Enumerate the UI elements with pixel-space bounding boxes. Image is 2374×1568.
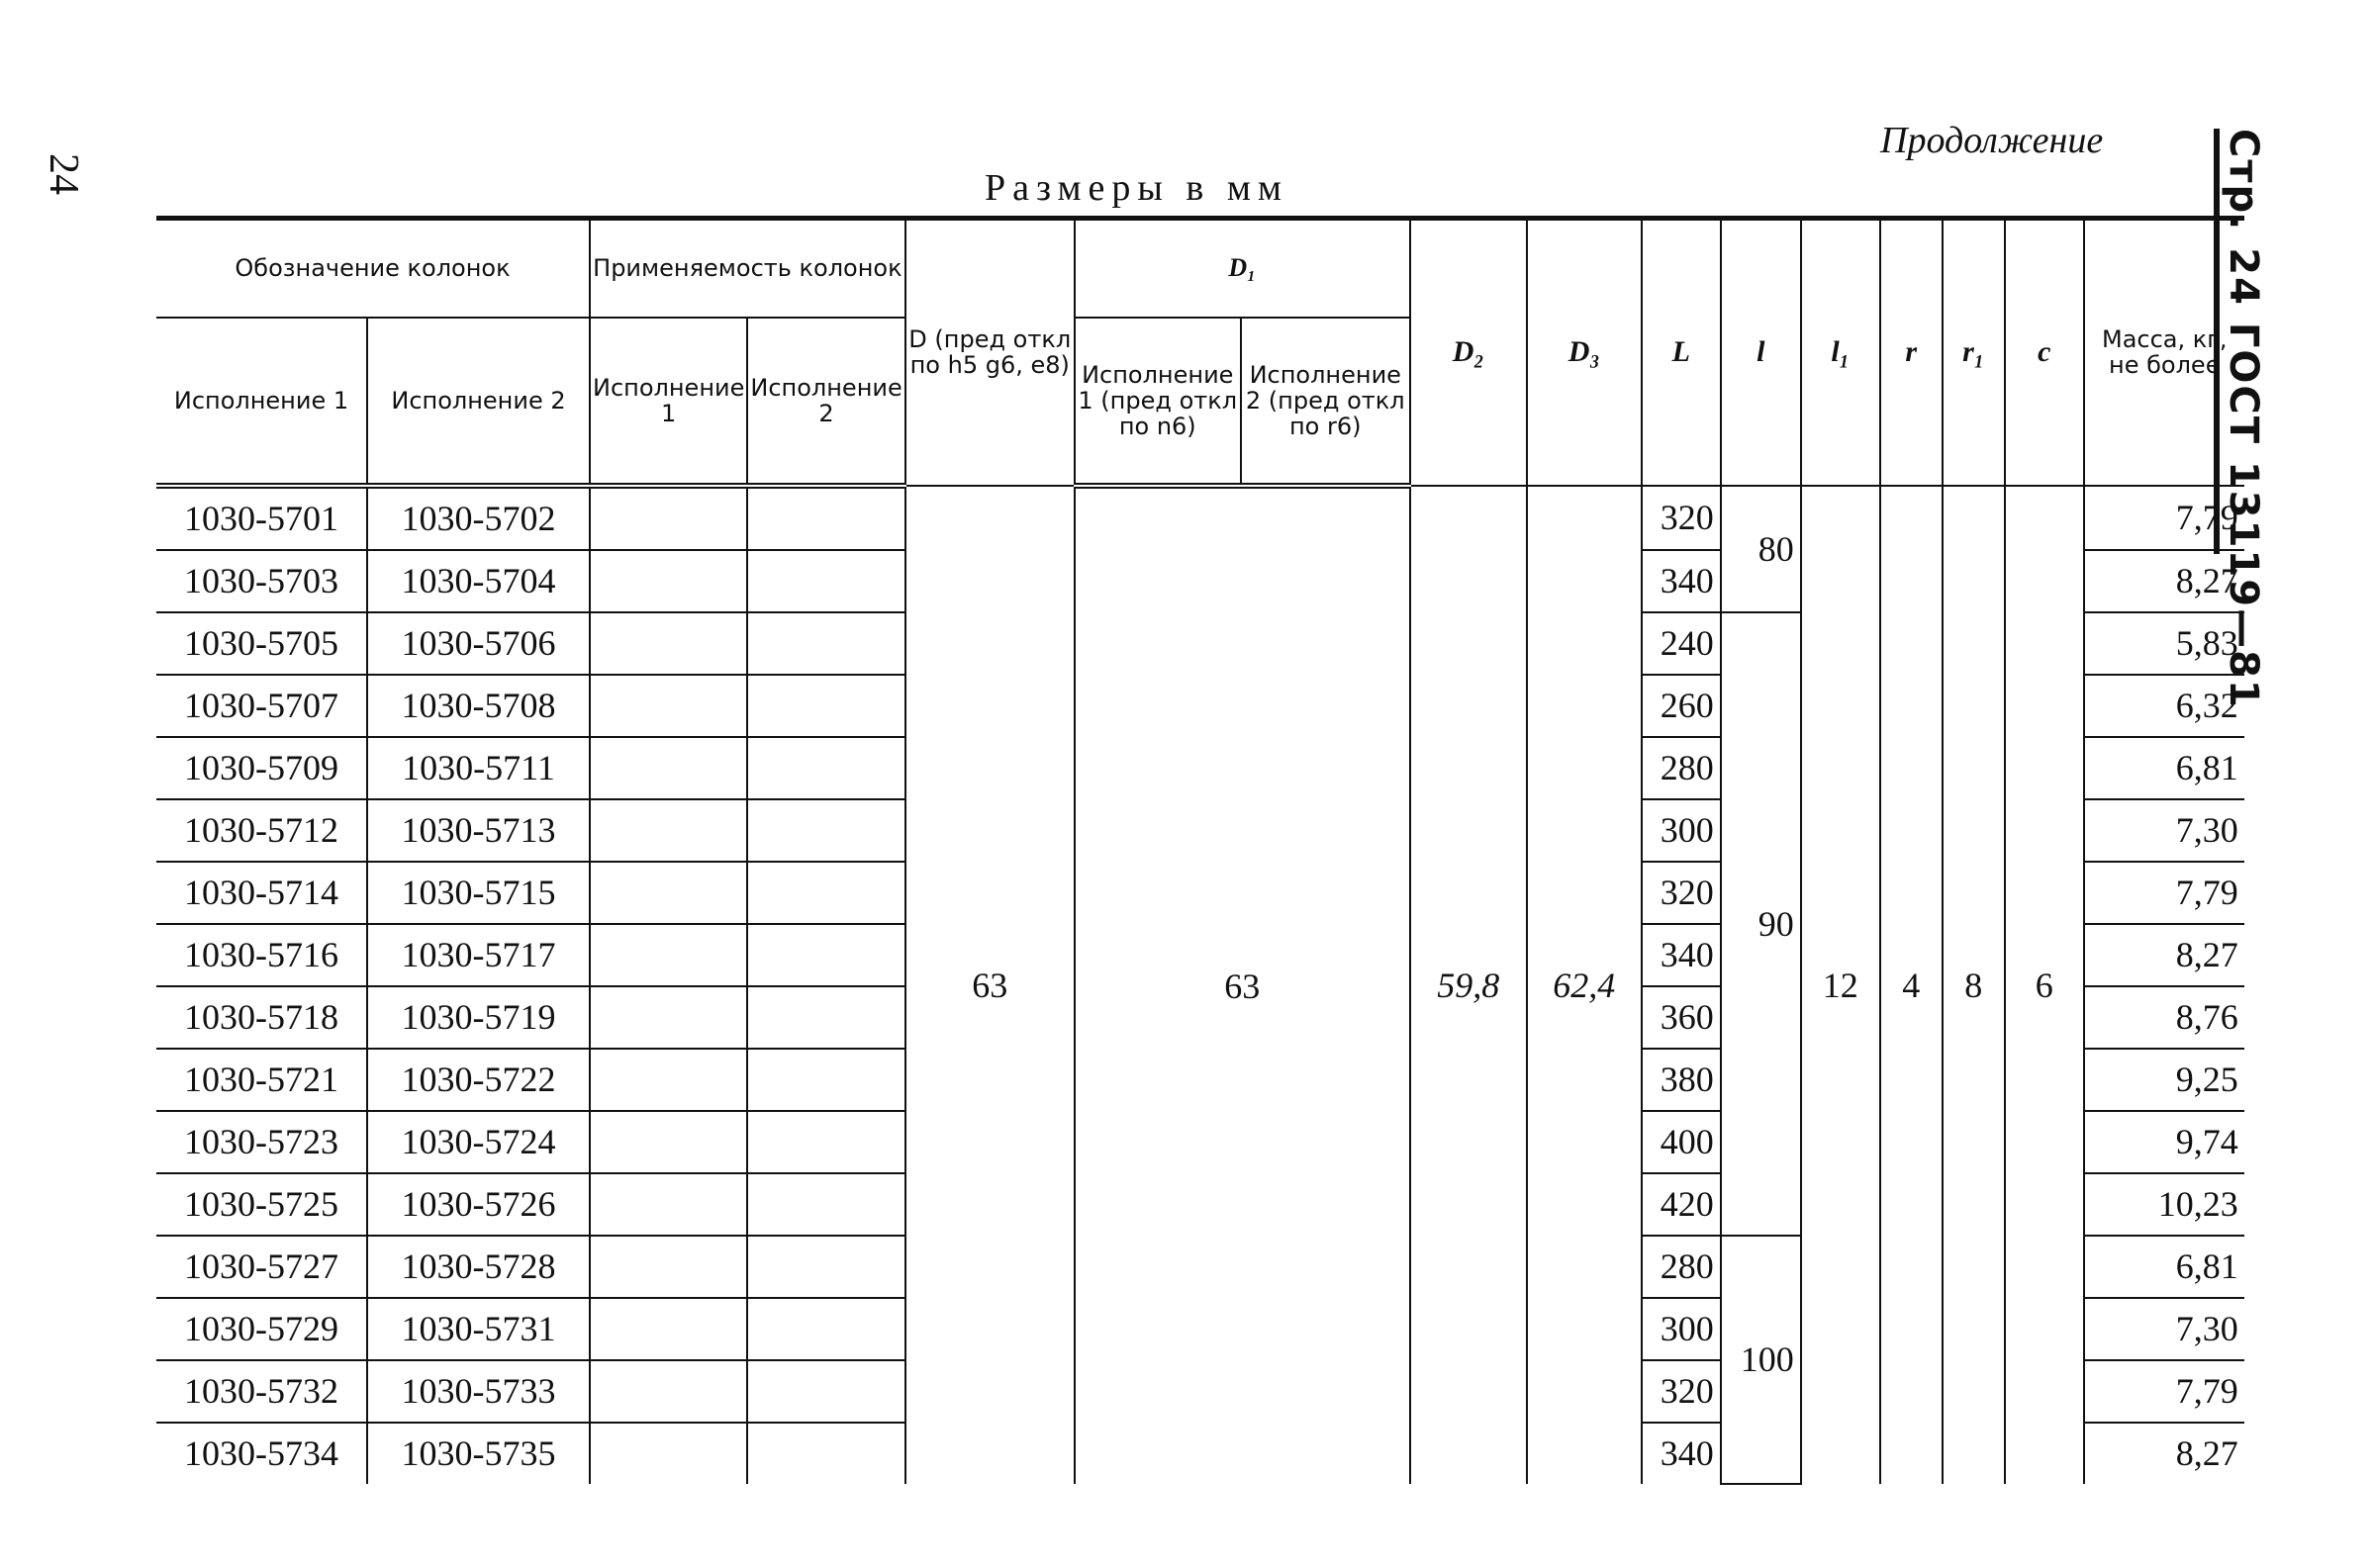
cell-app-exec2 [747,675,904,737]
header-app-exec1: Исполнение 1 [590,318,747,486]
cell-exec1-designation: 1030-5729 [156,1298,367,1360]
header-c: c [2005,219,2084,486]
cell-L: 340 [1642,550,1721,612]
header-D2: D₂ [1410,219,1527,486]
cell-app-exec2 [747,862,904,924]
cell-exec2-designation: 1030-5706 [367,612,590,675]
cell-L: 420 [1642,1173,1721,1236]
cell-exec2-designation: 1030-5719 [367,986,590,1049]
dimensions-label: Размеры в мм [985,167,1288,209]
cell-exec2-designation: 1030-5731 [367,1298,590,1360]
cell-app-exec1 [590,1236,747,1298]
cell-L: 320 [1642,862,1721,924]
cell-exec1-designation: 1030-5714 [156,862,367,924]
cell-app-exec1 [590,986,747,1049]
cell-app-exec2 [747,1423,904,1484]
cell-r1: 8 [1943,486,2005,1484]
continuation-label: Продолжение [1880,120,2104,161]
header-D1-exec1: Исполнение 1 (пред откл по n6) [1075,318,1241,486]
header-D3: D₃ [1527,219,1642,486]
cell-app-exec1 [590,1423,747,1484]
header-designation: Обозначение колонок [156,219,590,318]
cell-c: 6 [2005,486,2084,1484]
cell-l: 100 [1721,1236,1801,1484]
cell-exec2-designation: 1030-5702 [367,486,590,550]
cell-exec2-designation: 1030-5735 [367,1423,590,1484]
cell-app-exec1 [590,799,747,862]
cell-exec1-designation: 1030-5723 [156,1111,367,1173]
cell-app-exec1 [590,675,747,737]
header-D1: D₁ [1075,219,1410,318]
cell-exec1-designation: 1030-5718 [156,986,367,1049]
cell-L: 280 [1642,1236,1721,1298]
cell-exec2-designation: 1030-5711 [367,737,590,799]
header-applicability: Применяемость колонок [590,219,905,318]
cell-L: 380 [1642,1049,1721,1111]
cell-exec1-designation: 1030-5707 [156,675,367,737]
cell-l: 90 [1721,612,1801,1236]
cell-L: 280 [1642,737,1721,799]
cell-exec1-designation: 1030-5725 [156,1173,367,1236]
cell-L: 320 [1642,486,1721,550]
cell-exec2-designation: 1030-5708 [367,675,590,737]
header-D1-exec2: Исполнение 2 (пред откл по r6) [1241,318,1410,486]
cell-app-exec2 [747,1049,904,1111]
cell-mass: 8,27 [2084,1423,2244,1484]
cell-app-exec1 [590,737,747,799]
header-r1: r₁ [1943,219,2005,486]
cell-exec2-designation: 1030-5724 [367,1111,590,1173]
cell-app-exec2 [747,799,904,862]
cell-exec1-designation: 1030-5727 [156,1236,367,1298]
cell-L: 260 [1642,675,1721,737]
cell-mass: 7,79 [2084,486,2244,550]
header-exec2: Исполнение 2 [367,318,590,486]
cell-exec2-designation: 1030-5722 [367,1049,590,1111]
cell-app-exec1 [590,612,747,675]
cell-app-exec2 [747,737,904,799]
cell-app-exec2 [747,1360,904,1423]
cell-mass: 7,30 [2084,1298,2244,1360]
cell-app-exec2 [747,550,904,612]
cell-exec1-designation: 1030-5712 [156,799,367,862]
cell-app-exec2 [747,486,904,550]
cell-mass: 10,23 [2084,1173,2244,1236]
cell-exec2-designation: 1030-5717 [367,924,590,986]
cell-d1: 63 [1075,486,1410,1484]
cell-mass: 8,27 [2084,550,2244,612]
cell-L: 340 [1642,924,1721,986]
cell-app-exec1 [590,862,747,924]
cell-L: 400 [1642,1111,1721,1173]
cell-L: 300 [1642,1298,1721,1360]
cell-mass: 8,76 [2084,986,2244,1049]
header-app-exec2: Исполнение 2 [747,318,904,486]
cell-mass: 9,25 [2084,1049,2244,1111]
cell-mass: 8,27 [2084,924,2244,986]
cell-d3: 62,4 [1527,486,1642,1484]
cell-app-exec1 [590,924,747,986]
cell-L: 300 [1642,799,1721,862]
cell-app-exec2 [747,986,904,1049]
cell-exec2-designation: 1030-5713 [367,799,590,862]
cell-exec1-designation: 1030-5716 [156,924,367,986]
header-l1: l₁ [1801,219,1880,486]
cell-app-exec1 [590,1360,747,1423]
page-number: 24 [41,153,86,195]
header-l: l [1721,219,1801,486]
cell-app-exec1 [590,1049,747,1111]
cell-L: 340 [1642,1423,1721,1484]
cell-exec2-designation: 1030-5726 [367,1173,590,1236]
cell-exec1-designation: 1030-5705 [156,612,367,675]
cell-L: 360 [1642,986,1721,1049]
cell-l1: 12 [1801,486,1880,1484]
header-D: D (пред откл по h5 g6, e8) [905,219,1075,486]
cell-exec1-designation: 1030-5709 [156,737,367,799]
cell-app-exec2 [747,1298,904,1360]
cell-exec2-designation: 1030-5733 [367,1360,590,1423]
cell-l: 80 [1721,486,1801,612]
cell-d: 63 [905,486,1075,1484]
header-exec1: Исполнение 1 [156,318,367,486]
cell-app-exec2 [747,1173,904,1236]
cell-app-exec2 [747,1236,904,1298]
dimensions-table [156,216,2244,1485]
cell-exec1-designation: 1030-5703 [156,550,367,612]
cell-app-exec1 [590,1111,747,1173]
cell-exec2-designation: 1030-5728 [367,1236,590,1298]
cell-app-exec1 [590,1173,747,1236]
cell-r: 4 [1880,486,1943,1484]
cell-exec1-designation: 1030-5701 [156,486,367,550]
dimensions-table-wrap [156,216,2244,1485]
cell-app-exec1 [590,550,747,612]
cell-exec2-designation: 1030-5704 [367,550,590,612]
cell-L: 240 [1642,612,1721,675]
cell-app-exec1 [590,1298,747,1360]
cell-exec1-designation: 1030-5732 [156,1360,367,1423]
cell-app-exec2 [747,612,904,675]
cell-mass: 9,74 [2084,1111,2244,1173]
cell-mass: 6,81 [2084,737,2244,799]
table-body [156,486,2244,1484]
cell-mass: 5,83 [2084,612,2244,675]
cell-app-exec1 [590,486,747,550]
cell-mass: 6,81 [2084,1236,2244,1298]
cell-exec1-designation: 1030-5734 [156,1423,367,1484]
cell-app-exec2 [747,1111,904,1173]
cell-exec2-designation: 1030-5715 [367,862,590,924]
cell-mass: 7,79 [2084,1360,2244,1423]
cell-mass: 7,30 [2084,799,2244,862]
header-L: L [1642,219,1721,486]
header-r: r [1880,219,1943,486]
table-row [156,486,2244,550]
header-mass: Масса, кг, не более [2084,219,2244,486]
cell-d2: 59,8 [1410,486,1527,1484]
cell-exec1-designation: 1030-5721 [156,1049,367,1111]
cell-L: 320 [1642,1360,1721,1423]
document-title: Стр. 24 ГОСТ 13119—81 [2221,129,2266,709]
cell-mass: 7,79 [2084,862,2244,924]
cell-mass: 6,32 [2084,675,2244,737]
cell-app-exec2 [747,924,904,986]
